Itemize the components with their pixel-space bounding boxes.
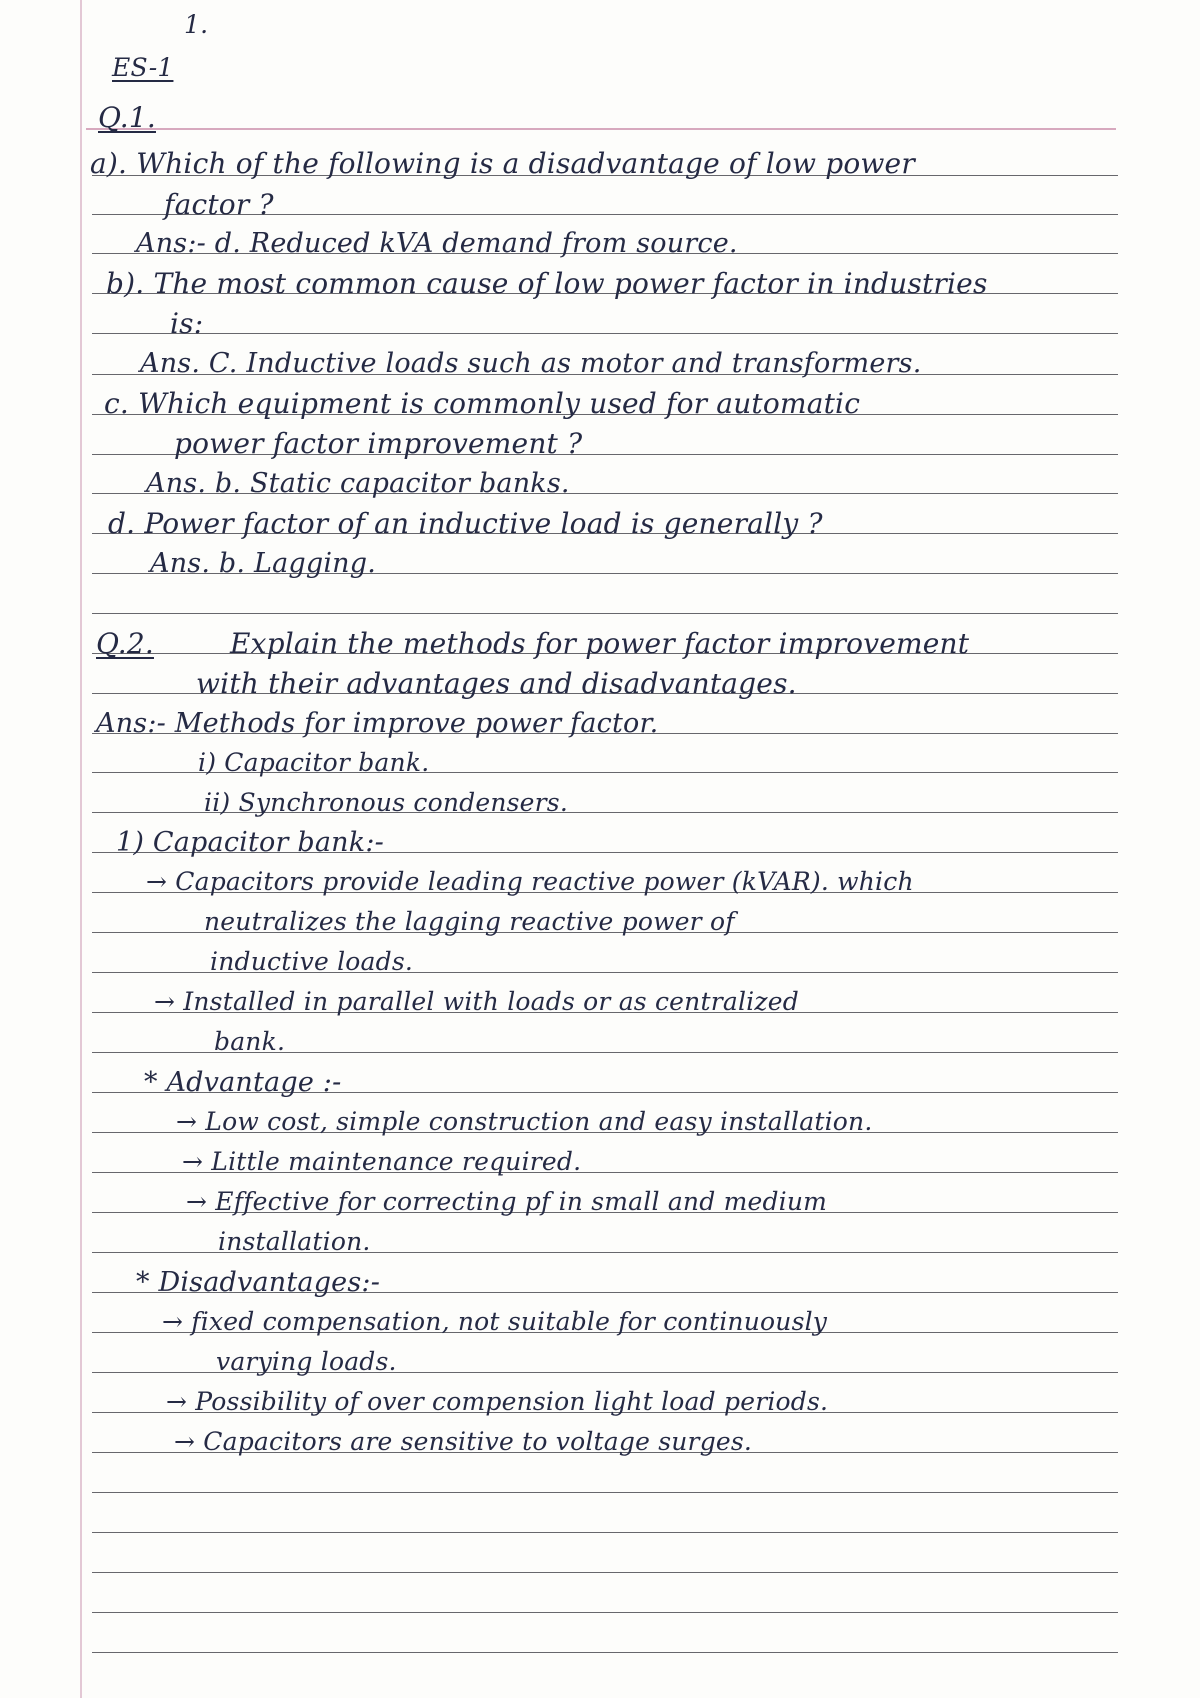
q2-question-line-2: with their advantages and disadvantages.	[196, 667, 797, 700]
left-margin-line	[80, 0, 82, 1698]
advantage-2: → Little maintenance required.	[182, 1147, 582, 1176]
q1-b-question-line-1: b). The most common cause of low power factor in industries	[106, 267, 988, 300]
capacitor-point-2-line-2: bank.	[214, 1027, 286, 1056]
ruled-line	[92, 613, 1118, 614]
method-capacitor-bank: i) Capacitor bank.	[198, 748, 430, 777]
capacitor-point-1-line-2: neutralizes the lagging reactive power of	[204, 907, 735, 936]
q2-answer-intro: Ans:- Methods for improve power factor.	[96, 708, 659, 739]
q1-c-question-line-2: power factor improvement ?	[174, 427, 583, 460]
ruled-line	[92, 1532, 1118, 1533]
top-red-rule	[86, 128, 1116, 130]
disadvantage-2: → Possibility of over compension light load periods.	[166, 1387, 829, 1416]
q1-a-answer: Ans:- d. Reduced kVA demand from source.	[136, 228, 738, 259]
ruled-line	[92, 1572, 1118, 1573]
page-number: 1.	[184, 10, 209, 39]
disadvantage-3: → Capacitors are sensitive to voltage surges.	[174, 1427, 753, 1456]
q1-d-question: d. Power factor of an inductive load is generally ?	[108, 507, 823, 540]
capacitor-point-1-line-1: → Capacitors provide leading reactive power (kVAR). which	[146, 867, 914, 896]
disadvantage-1-line-1: → fixed compensation, not suitable for continuously	[162, 1307, 828, 1336]
method-synchronous-condensers: ii) Synchronous condensers.	[204, 788, 568, 817]
advantage-3-line-1: → Effective for correcting pf in small and medium	[186, 1187, 828, 1216]
q1-b-answer: Ans. C. Inductive loads such as motor and transformers.	[140, 348, 922, 379]
q1-c-question-line-1: c. Which equipment is commonly used for automatic	[104, 387, 861, 420]
q2-question-line-1: Explain the methods for power factor improvement	[230, 627, 970, 660]
ruled-line	[92, 1492, 1118, 1493]
ruled-line	[92, 1612, 1118, 1613]
q1-a-question-line-2: factor ?	[164, 188, 274, 221]
capacitor-point-1-line-3: inductive loads.	[210, 947, 414, 976]
advantage-3-line-2: installation.	[218, 1227, 371, 1256]
ruled-line	[92, 333, 1118, 334]
page-title: ES-1	[112, 53, 174, 82]
question-2-label: Q.2.	[96, 627, 154, 660]
q1-b-question-line-2: is:	[170, 307, 204, 340]
disadvantages-heading: * Disadvantages:-	[136, 1267, 381, 1298]
question-1-label: Q.1.	[98, 101, 156, 134]
capacitor-point-2-line-1: → Installed in parallel with loads or as centralized	[154, 987, 799, 1016]
disadvantage-1-line-2: varying loads.	[216, 1347, 397, 1376]
q1-d-answer: Ans. b. Lagging.	[150, 548, 377, 579]
advantages-heading: * Advantage :-	[144, 1067, 342, 1098]
q1-c-answer: Ans. b. Static capacitor banks.	[146, 468, 570, 499]
ruled-line	[92, 1652, 1118, 1653]
capacitor-bank-heading: 1) Capacitor bank:-	[116, 827, 384, 858]
q1-a-question-line-1: a). Which of the following is a disadvantage of low power	[90, 147, 915, 180]
advantage-1: → Low cost, simple construction and easy installation.	[176, 1107, 873, 1136]
